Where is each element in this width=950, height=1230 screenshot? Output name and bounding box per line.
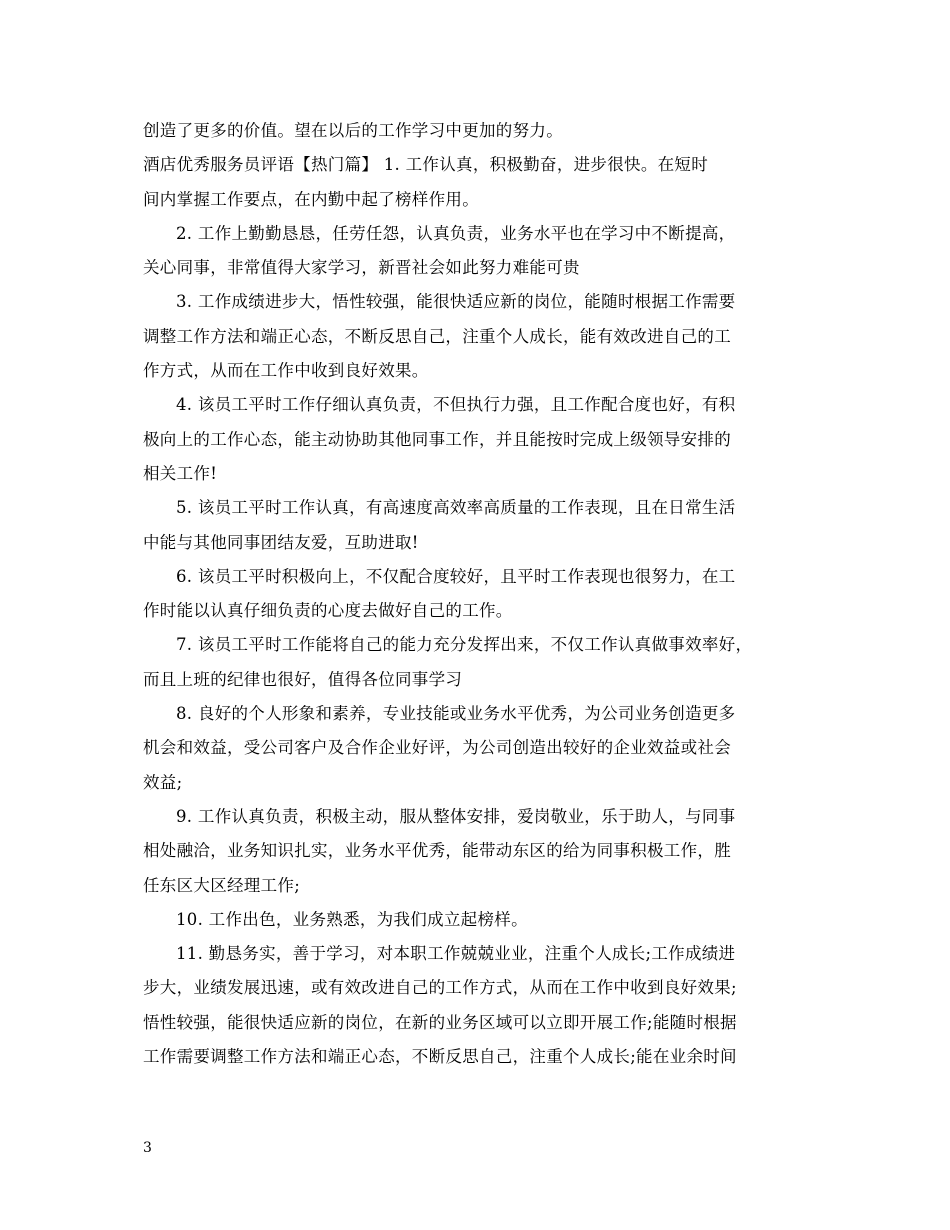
text-line: 步大，业绩发展迅速，或有效改进自己的工作方式，从而在工作中收到良好效果; <box>143 978 737 998</box>
text-line: 创造了更多的价值。望在以后的工作学习中更加的努力。 <box>143 121 563 140</box>
text-line: 调整工作方法和端正心态，不断反思自己，注重个人成长，能有效改进自己的工 <box>143 326 731 346</box>
text-line: 极向上的工作心态，能主动协助其他同事工作，并且能按时完成上级领导安排的 <box>143 429 731 449</box>
text-line: 机会和效益，受公司客户及合作企业好评，为公司创造出较好的企业效益或社会 <box>143 738 731 758</box>
text-line: 而且上班的纪律也很好，值得各位同事学习 <box>143 669 463 689</box>
text-line: 任东区大区经理工作; <box>143 875 301 895</box>
paragraph-start-line: 6. 该员工平时积极向上，不仅配合度较好，且平时工作表现也很努力，在工 <box>176 566 736 586</box>
text-line: 中能与其他同事团结友爱，互助进取! <box>143 532 419 552</box>
paragraph-start-line: 9. 工作认真负责，积极主动，服从整体安排，爱岗敬业，乐于助人，与同事 <box>176 806 736 826</box>
paragraph-start-line: 5. 该员工平时工作认真，有高速度高效率高质量的工作表现，且在日常生活 <box>176 498 736 518</box>
paragraph-start-line: 8. 良好的个人形象和素养，专业技能或业务水平优秀，为公司业务创造更多 <box>176 704 736 724</box>
paragraph-start-line: 3. 工作成绩进步大，悟性较强，能很快适应新的岗位，能随时根据工作需要 <box>176 292 736 312</box>
page-number: 3 <box>143 1140 152 1156</box>
text-line: 悟性较强，能很快适应新的岗位，在新的业务区域可以立即开展工作;能随时根据 <box>143 1012 737 1032</box>
paragraph-start-line: 4. 该员工平时工作仔细认真负责，不但执行力强，且工作配合度也好，有积 <box>176 395 736 415</box>
text-line: 工作需要调整工作方法和端正心态，不断反思自己，注重个人成长;能在业余时间 <box>143 1047 737 1067</box>
text-line: 效益; <box>143 772 183 792</box>
text-line: 相关工作! <box>143 463 218 483</box>
text-line: 作方式，从而在工作中收到良好效果。 <box>143 361 429 381</box>
text-line: 作时能以认真仔细负责的心度去做好自己的工作。 <box>143 601 513 621</box>
text-line: 酒店优秀服务员评语【热门篇】 1. 工作认真，积极勤奋，进步很快。在短时 <box>143 155 709 175</box>
document-body <box>143 114 833 1074</box>
paragraph-start-line: 2. 工作上勤勤恳恳，任劳任怨，认真负责，业务水平也在学习中不断提高， <box>176 223 736 243</box>
paragraph-start-line: 10. 工作出色，业务熟悉，为我们成立起榜样。 <box>176 909 528 929</box>
text-line: 间内掌握工作要点，在内勤中起了榜样作用。 <box>143 189 479 209</box>
text-line: 关心同事，非常值得大家学习，新晋社会如此努力难能可贵 <box>143 258 580 278</box>
text-line: 相处融洽，业务知识扎实，业务水平优秀，能带动东区的给为同事积极工作，胜 <box>143 841 731 861</box>
paragraph-start-line: 7. 该员工平时工作能将自己的能力充分发挥出来，不仅工作认真做事效率好， <box>176 635 753 655</box>
paragraph-start-line: 11. 勤恳务实，善于学习，对本职工作兢兢业业，注重个人成长;工作成绩进 <box>176 944 736 964</box>
